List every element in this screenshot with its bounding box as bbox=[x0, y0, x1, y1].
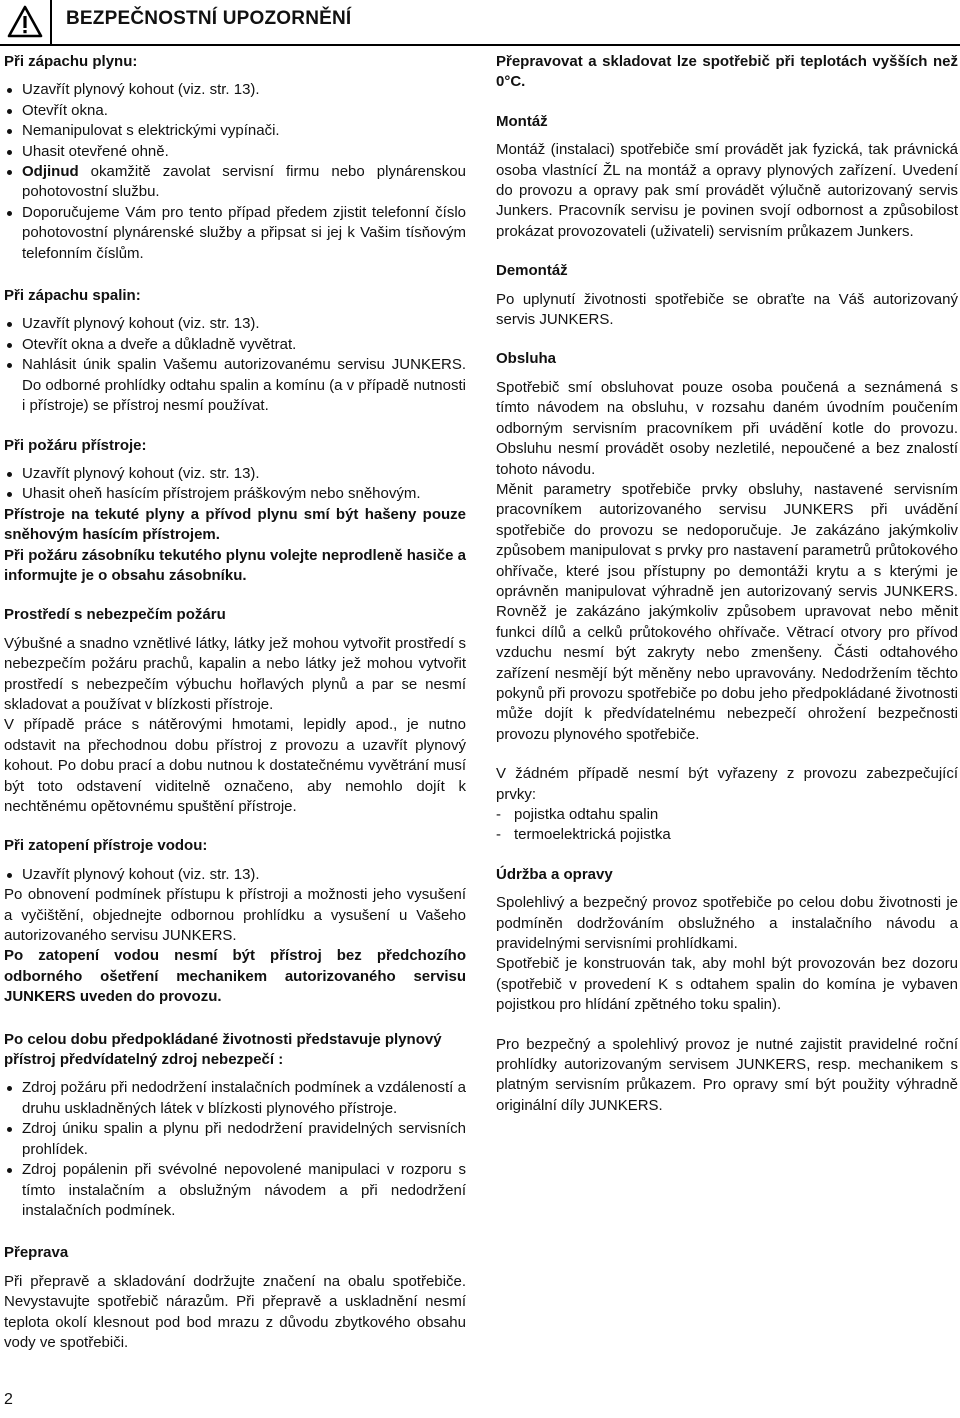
installation-paragraph: Montáž (instalaci) spotřebiče smí provádět jak fyzická, tak právnická osoba vlastnící ŽL na montáž a opravy plynových zařízení. Uvedení do provozu a opravy pak smí provádět výlučně autorizovaný servis Junkers. Pracovník servisu je povinen svojí odbornost a způsobilost prokázat provozovateli (uživateli) servisním průkazem Junkers. bbox=[496, 141, 958, 240]
page-title: BEZPEČNOSTNÍ UPOZORNĚNÍ bbox=[66, 8, 352, 29]
header-divider bbox=[52, 44, 960, 46]
list-item: Otevřít okna. bbox=[4, 101, 466, 121]
environment-paragraph: Výbušné a snadno vznětlivé látky, látky jež mohou vytvořit prostředí s nebezpečím požáru prachů, kapalin a nebo látky jež mohou vytvořit prostředí s nebezpečím výbuchu hořlavých plynů a par se nesmí skladovat a používat v blízkosti přístroje. bbox=[4, 634, 466, 713]
list-item: - pojistka odtahu spalin bbox=[496, 805, 958, 825]
warning-box bbox=[0, 0, 52, 46]
list-item: Uhasit oheň hasícím přístrojem práškovým nebo sněhovým. bbox=[4, 484, 466, 504]
gas-heading: Při zápachu plynu: bbox=[4, 53, 138, 70]
transport-heading: Přeprava bbox=[4, 1244, 69, 1262]
emphasis: Odjinud bbox=[22, 163, 79, 181]
page-number: 2 bbox=[4, 1391, 13, 1408]
gas-list bbox=[4, 80, 466, 264]
environment-paragraph: V případě práce s nátěrovými hmotami, lepidly apod., je nutno odstavit na přechodnou dobu přístroj z provozu a uzavřít plynový kohout. Po dobu prací a dobu nutnou k dostatečnému vyvětrání musí být toto odstavení viditelně označeno, aby nemohlo dojít k nechtěnému opětovnému spuštění přístroje. bbox=[4, 716, 466, 815]
flood-warning: Po zatopení vodou nesmí být přístroj bez předchozího odborného ošetření mechanikem autorizovaného servisu JUNKERS uveden do provozu. bbox=[4, 947, 466, 1006]
list-item: Uzavřít plynový kohout (viz. str. 13). bbox=[4, 314, 466, 334]
dismantle-paragraph: Po uplynutí životnosti spotřebiče se obraťte na Váš autorizovaný servis JUNKERS. bbox=[496, 290, 958, 329]
maintenance-heading: Údržba a opravy bbox=[496, 865, 613, 883]
safety-list bbox=[496, 805, 958, 846]
list-item: Zdroj požáru při nedodržení instalačních podmínek a vzdáleností a druhu uskladněných látek v blízkosti plynového přístroje. bbox=[4, 1078, 466, 1119]
maintenance-paragraph: Spolehlivý a bezpečný provoz spotřebiče po celou dobu životnosti je podmíněn dodržováním obslužného a instalačního návodu a pravidelnými servisními prohlídkami. bbox=[496, 894, 958, 953]
environment-heading: Prostředí s nebezpečím požáru bbox=[4, 606, 226, 624]
fire-list bbox=[4, 464, 466, 505]
flue-heading: Při zápachu spalin: bbox=[4, 287, 141, 305]
list-item: Uzavřít plynový kohout (viz. str. 13). bbox=[4, 865, 466, 885]
fire-heading: Při požáru přístroje: bbox=[4, 436, 147, 454]
operation-paragraph: Měnit parametry spotřebiče prvky obsluhy, nastavené servisním pracovníkem autorizovaného servisu JUNKERS při uvádění spotřebiče do provozu se nedoporučuje. Je zakázáno jakýmkoliv způsobem manipulovat s prvky pro nastavení parametrů průtokového ohřívače, které jsou přístupny po demontáži krytu a s kterými je oprávněn manipulovat výhradně jen autorizovaný servis JUNKERS. Rovněž je zakázáno jakýmkoliv způsobem upravovat nebo měnit funkci dílů a celků průtokového ohřívače. Větrací otvory pro přívod vzduchu nesmí být zakryty nebo zmenšeny. Části odtahového zařízení nesmějí být měněny nebo upravovány. Nedodržením těchto pokynů při provozu spotřebiče po dobu jeho předpokládané životnosti může dojít k předvídatelnému nebezpečí ohrožení bezpečnosti provozu plynového spotřebiče. bbox=[496, 480, 958, 743]
list-item: Nemanipulovat s elektrickými vypínači. bbox=[4, 121, 466, 141]
list-item: Zdroj úniku spalin a plynu při nedodržení pravidelných servisních prohlídek. bbox=[4, 1119, 466, 1160]
page-header bbox=[0, 0, 960, 46]
flood-paragraph: Po obnovení podmínek přístupu k přístroji a možnosti jeho vysušení a vyčištění, objednejte odbornou prohlídku a vysušení u Vašeho autorizovaného servisu JUNKERS. bbox=[4, 886, 466, 945]
safety-paragraph: V žádném případě nesmí být vyřazeny z provozu zabezpečující prvky: bbox=[496, 765, 958, 803]
left-column bbox=[4, 52, 466, 1353]
list-item: Nahlásit únik spalin Vašemu autorizovanému servisu JUNKERS. Do odborné prohlídky odtahu spalin a komínu (a v případě nutnosti i přístroje) se přístroj nesmí používat. bbox=[4, 355, 466, 416]
right-column bbox=[496, 52, 958, 1116]
operation-heading: Obsluha bbox=[496, 350, 557, 368]
list-item: Uzavřít plynový kohout (viz. str. 13). bbox=[4, 80, 466, 100]
transport-temperature-note: Přepravovat a skladovat lze spotřebič při teplotách vyšších než 0°C. bbox=[496, 53, 958, 91]
hazard-list bbox=[4, 1078, 466, 1221]
list-item: Otevřít okna a dveře a důkladně vyvětrat. bbox=[4, 335, 466, 355]
list-item bbox=[4, 162, 466, 203]
installation-heading: Montáž bbox=[496, 112, 548, 130]
fire-warning: Přístroje na tekuté plyny a přívod plynu smí být hašeny pouze sněhovým hasícím přístrojem. bbox=[4, 505, 466, 544]
maintenance-paragraph: Spotřebič je konstruován tak, aby mohl být provozován bez dozoru (spotřebič v provedení K s odtahem spalin do komína je vybaven pojistkou pro hlídání zpětného toku spalin). bbox=[496, 955, 958, 1014]
fire-tank-warning: Při požáru zásobníku tekutého plynu volejte neprodleně hasiče a informujte je o obsahu zásobníku. bbox=[4, 546, 466, 584]
list-item-text: okamžitě zavolat servisní firmu nebo plynárenskou pohotovostní službu. bbox=[22, 163, 466, 201]
flood-list bbox=[4, 865, 466, 885]
flood-heading: Při zatopení přístroje vodou: bbox=[4, 837, 208, 855]
lifetime-heading: Po celou dobu předpokládané životnosti představuje plynový přístroj předvídatelný zdroj nebezpečí : bbox=[4, 1030, 442, 1069]
transport-paragraph: Při přepravě a skladování dodržujte značení na obalu spotřebiče. Nevystavujte spotřebič nárazům. Při přepravě a uskladnění nesmí teplota okolí klesnout pod bod mrazu z důvodu zbytkového obsahu vody ve spotřebiči. bbox=[4, 1272, 466, 1351]
list-item: Uhasit otevřené ohně. bbox=[4, 142, 466, 162]
dismantle-heading: Demontáž bbox=[496, 262, 568, 280]
operation-paragraph: Spotřebič smí obsluhovat pouze osoba poučená a seznámená s tímto návodem na obsluhu, v rozsahu daném úvodním poučením odborným servisním pracovníkem při uvádění kotle do provozu. Obsluhu nesmí provádět osoby nezletilé, nepoučené a bez znalostí tohoto návodu. bbox=[496, 378, 958, 478]
list-item: Doporučujeme Vám pro tento případ předem zjistit telefonní číslo pohotovostní plynárenské služby a připsat si jej k Vašim tísňovým telefonním číslům. bbox=[4, 203, 466, 264]
list-item: - termoelektrická pojistka bbox=[496, 825, 958, 845]
warning-triangle-icon bbox=[7, 5, 43, 39]
list-item: Zdroj popálenin při svévolné nepovolené manipulaci v rozporu s tímto instalačním a obslužným návodem a při nedodržení instalačních podmínek. bbox=[4, 1160, 466, 1221]
maintenance-paragraph: Pro bezpečný a spolehlivý provoz je nutné zajistit pravidelné roční prohlídky autorizovaným servisem JUNKERS, resp. mechanikem s platným servisním průkazem. Pro opravy smí být použity výhradně originální díly JUNKERS. bbox=[496, 1035, 958, 1114]
flue-list bbox=[4, 314, 466, 416]
list-item: Uzavřít plynový kohout (viz. str. 13). bbox=[4, 464, 466, 484]
